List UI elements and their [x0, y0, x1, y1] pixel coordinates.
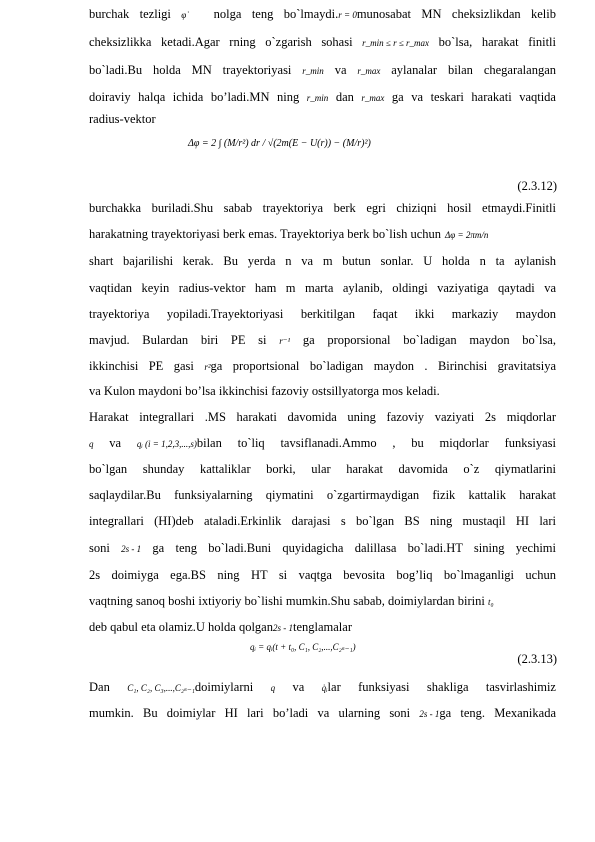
qi-dot-symbol: q̇ᵢ	[321, 683, 328, 694]
text-line-16: bo`lgan shunday kattaliklar borki, ular harakat davomida o`z qiymatlarini	[89, 462, 556, 476]
two-s-minus-1-c: 2s - 1	[419, 709, 440, 720]
text-line-4: doiraviy halqa ichida bo’ladi.MN ning r_min dan r_max ga va teskari harakati vaqtida	[89, 89, 556, 106]
text-line-8: shart bajarilishi kerak. Bu yerda n va m butun sonlar. U holda n ta aylanish	[89, 254, 556, 268]
text-line-23: Dan C₁, C₂, C₃,...,C₂ₛ₋₁doimiylarni q va q̇ᵢlar funksiyasi shakliga tasvirlashimiz	[89, 679, 556, 696]
text-line-15: q va qᵢ (i = 1,2,3,...,s)bilan to`liq tavsiflanadi.Ammo , bu miqdorlar funksiyasi	[89, 435, 556, 452]
phi-dot-symbol: φ̇	[181, 10, 187, 21]
text-line-20: 2s doimiyga ega.BS ning HT si vaqtga bevosita bog’liq bo`lmaganligi uchun	[89, 568, 556, 582]
qi-symbol: qᵢ (i = 1,2,3,...,s)	[136, 439, 197, 450]
text-line-5: radius-vektor	[89, 112, 156, 126]
equation-2-3-12: Δφ = 2 ∫ (M/r²) dr / √(2m(E − U(r)) − (M/r)²)	[188, 138, 371, 149]
equation-number-2: (2.3.13)	[517, 652, 557, 666]
r-inverse: r⁻¹	[279, 336, 291, 347]
text-line-11: mavjud. Bulardan biri PE si r⁻¹ ga proporsional bo`ladigan maydon bo`lsa,	[89, 332, 556, 349]
text-line-12: ikkinchisi PE gasi r²ga proportsional bo`ladigan maydon . Birinchisi gravitatsiya	[89, 358, 556, 375]
r-eq-0: r = 0	[338, 10, 357, 21]
r-min-1: r_min	[302, 66, 324, 77]
equation-2-3-13: qᵢ = qᵢ(t + t₀, C₁, C₂,...,C₂ₛ₋₁)	[250, 642, 356, 652]
text-line-1: burchak tezligi φ̇ nolga teng bo`lmaydi.r = 0munosabat MN cheksizlikdan kelib	[89, 6, 556, 23]
text-line-21: vaqtning sanoq boshi ixtiyoriy bo`lishi mumkin.Shu sabab, doimiylardan birini t₀	[89, 593, 556, 610]
two-s-minus-1-a: 2s - 1	[121, 544, 142, 555]
text-line-17: saqlaydilar.Bu funksiyalarning qiymatini o`zgartirmaydigan fizik kattalik harakat	[89, 488, 556, 502]
r-max-2: r_max	[361, 93, 385, 104]
closure-condition: Δφ = 2πm/n	[445, 230, 489, 241]
r-min-2: r_min	[306, 93, 329, 104]
text-line-2: cheksizlikka ketadi.Agar rning o`zgarish sohasi r_min ≤ r ≤ r_max bo`lsa, harakat finitli	[89, 34, 556, 51]
text-line-18: integrallari (HI)deb ataladi.Erkinlik darajasi s bo`lgan BS ning mustaqil HI lari	[89, 514, 556, 528]
text-line-6: burchakka buriladi.Shu sabab trayektoriya berk egri chiziqni hosil etmaydi.Finitli	[89, 201, 556, 215]
text-line-9: vaqtidan keyin radius-vektor ham m marta aylanib, oldingi vaziyatiga qaytadi va	[89, 281, 556, 295]
r-squared: r²	[204, 362, 211, 373]
text-line-7: harakatning trayektoriyasi berk emas. Trayektoriya berk bo`lish uchun Δφ = 2πm/n	[89, 226, 556, 243]
text-line-24: mumkin. Bu doimiylar HI lari bo’ladi va ularning soni 2s - 1ga teng. Mexanikada	[89, 705, 556, 722]
text-line-10: trayektoriya yopiladi.Trayektoriyasi berkitilgan faqat ikki markaziy maydon	[89, 307, 556, 321]
q-symbol-2: q	[270, 683, 276, 694]
constants-symbol: C₁, C₂, C₃,...,C₂ₛ₋₁	[127, 683, 195, 694]
text-line-13: va Kulon maydoni bo’lsa ikkinchisi fazoviy ostsillyatorga mos keladi.	[89, 384, 440, 398]
equation-number-1: (2.3.12)	[517, 179, 557, 193]
r-range: r_min ≤ r ≤ r_max	[362, 38, 430, 49]
text-line-3: bo`ladi.Bu holda MN trayektoriyasi r_min va r_max aylanalar bilan chegaralangan	[89, 62, 556, 79]
r-max-1: r_max	[357, 66, 381, 77]
q-symbol-1: q	[89, 439, 94, 450]
text-line-14: Harakat integrallari .MS harakati davomida uning fazoviy vaziyati 2s miqdorlar	[89, 410, 556, 424]
text-line-19: soni 2s - 1 ga teng bo`ladi.Buni quyidagicha dalillasa bo`ladi.HT sining yechimi	[89, 540, 556, 557]
t0-symbol: t₀	[487, 597, 494, 608]
two-s-minus-1-b: 2s - 1	[272, 623, 293, 634]
text-line-22: deb qabul eta olamiz.U holda qolgan2s - 1tenglamalar	[89, 619, 556, 636]
